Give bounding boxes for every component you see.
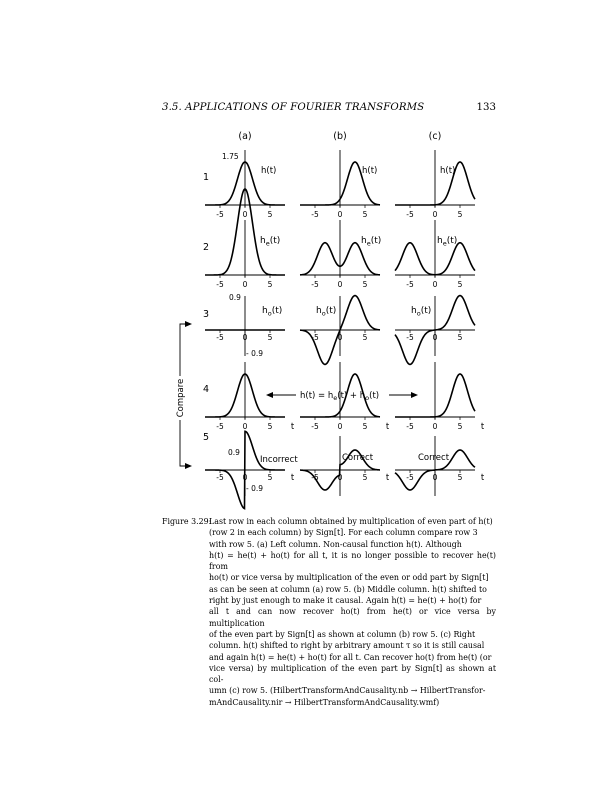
tick-label: 0 — [432, 280, 438, 289]
caption-line: all t and can now recover ho(t) from he(t) or vice versa by multiplication — [209, 607, 496, 628]
decomposition-equation: $h(t) = h_e(t) + h_o(t)$ — [300, 391, 380, 403]
caption-line: vice versa) by multiplication of the even part by Sign[t] as shown at col- — [209, 663, 496, 685]
even-part-label: $h_e(t)$ — [260, 236, 281, 248]
tick-label: 0 — [242, 422, 248, 431]
row-label: 2 — [203, 242, 210, 253]
caption-line: and again h(t) = he(t) + ho(t) for all t. Can recover ho(t) from he(t) (or — [209, 652, 492, 662]
tick-label: 0 — [432, 422, 438, 431]
tick-label: -5 — [216, 473, 224, 482]
tick-label: -5 — [406, 210, 414, 219]
row5-label-correct-b: Correct — [342, 453, 374, 463]
tick-label: -5 — [216, 210, 224, 219]
row-label: 5 — [203, 432, 210, 443]
caption-label: Figure 3.29: — [162, 517, 212, 526]
odd-part-label: $h_o(t)$ — [411, 306, 432, 318]
tick-label: -5 — [311, 210, 319, 219]
arrowhead-left — [266, 392, 273, 398]
column-label: (b) — [333, 131, 347, 142]
caption-line: mAndCausality.nir → HilbertTransformAndCausality.wmf) — [209, 697, 440, 707]
tick-label: 5 — [362, 473, 368, 482]
peak-value-label: 1.75 — [222, 152, 239, 161]
curve-label: h(t) — [362, 166, 378, 176]
t-label: t — [290, 422, 295, 432]
tick-label: 5 — [457, 422, 463, 431]
tick-label: 5 — [362, 210, 368, 219]
t-label: t — [480, 473, 485, 483]
tick-label: 5 — [457, 333, 463, 342]
tick-label: 5 — [267, 210, 273, 219]
curve-sgn — [205, 431, 285, 508]
caption-line: Last row in each column obtained by multiplication of even part of h(t) — [209, 517, 493, 526]
tick-label: 0 — [337, 473, 343, 482]
tick-label: -5 — [406, 473, 414, 482]
tick-label: 0 — [242, 210, 248, 219]
tick-label: -5 — [406, 280, 414, 289]
caption-line: right by just enough to make it causal. Again h(t) = he(t) + ho(t) for — [209, 596, 482, 606]
tick-label: 0 — [242, 280, 248, 289]
tick-label: 5 — [457, 210, 463, 219]
caption-line: of the even part by Sign[t] as shown at column (b) row 5. (c) Right — [209, 629, 476, 639]
odd-part-label: $h_o(t)$ — [316, 306, 337, 318]
row5-top-value-label: 0.9 — [228, 448, 240, 457]
tick-label: -5 — [311, 422, 319, 431]
tick-label: -5 — [406, 333, 414, 342]
tick-label: 5 — [457, 473, 463, 482]
caption-line: (row 2 in each column) by Sign[t]. For each column compare row 3 — [209, 528, 478, 538]
t-label: t — [385, 422, 390, 432]
compare-label: Compare — [176, 378, 186, 418]
even-part-label: $h_e(t)$ — [361, 236, 382, 248]
caption-line: ho(t) or vice versa by multiplication of the even or odd part by Sign[t] — [209, 573, 489, 583]
figure-caption — [162, 516, 496, 708]
t-label: t — [385, 473, 390, 483]
tick-label: 0 — [337, 422, 343, 431]
tick-label: 0 — [337, 280, 343, 289]
caption-line: h(t) = he(t) + ho(t) for all t, it is no longer possible to recover he(t) from — [209, 550, 496, 572]
page-number: 133 — [476, 102, 496, 113]
row5-label-incorrect: Incorrect — [260, 455, 298, 465]
tick-label: -5 — [216, 280, 224, 289]
column-label: (c) — [428, 131, 442, 142]
t-label: t — [290, 473, 295, 483]
compare-arrowhead-bottom — [185, 463, 192, 469]
curve-label: h(t) — [261, 166, 277, 176]
tick-label: -5 — [216, 333, 224, 342]
tick-label: -5 — [311, 280, 319, 289]
row5-bottom-value-label: - 0.9 — [246, 484, 264, 493]
tick-label: 5 — [267, 333, 273, 342]
row-label: 1 — [203, 172, 210, 183]
row5-label-correct-c: Correct — [418, 453, 450, 463]
tick-label: -5 — [216, 422, 224, 431]
arrowhead-right — [411, 392, 418, 398]
tick-label: -5 — [311, 473, 319, 482]
tick-label: 5 — [267, 280, 273, 289]
running-head: 3.5. APPLICATIONS OF FOURIER TRANSFORMS — [162, 102, 425, 113]
tick-label: 0 — [432, 473, 438, 482]
caption-line: umn (c) row 5. (HilbertTransformAndCausality.nb → HilbertTransfor- — [209, 686, 486, 696]
tick-label: 0 — [432, 210, 438, 219]
caption-line: column. h(t) shifted to right by arbitrary amount τ so it is still causal — [209, 641, 485, 651]
even-part-label: $h_e(t)$ — [437, 236, 458, 248]
caption-body — [209, 516, 496, 708]
tick-label: 5 — [457, 280, 463, 289]
column-label: (a) — [238, 131, 252, 142]
curve-label: h(t) — [440, 166, 456, 176]
tick-label: -5 — [406, 422, 414, 431]
odd-part-label: $h_o(t)$ — [262, 306, 283, 318]
tick-label: 5 — [267, 473, 273, 482]
tick-label: 5 — [267, 422, 273, 431]
row-label: 4 — [203, 384, 210, 395]
tick-label: 0 — [337, 333, 343, 342]
odd-bottom-value-label: - 0.9 — [246, 349, 264, 358]
tick-label: 0 — [337, 210, 343, 219]
tick-label: 0 — [242, 473, 248, 482]
tick-label: 5 — [362, 280, 368, 289]
t-label: t — [480, 422, 485, 432]
tick-label: -5 — [311, 333, 319, 342]
row-label: 3 — [203, 309, 210, 320]
tick-label: 0 — [242, 333, 248, 342]
compare-arrowhead-top — [185, 321, 192, 327]
caption-line: as can be seen at column (a) row 5. (b) Middle column. h(t) shifted to — [209, 584, 487, 594]
tick-label: 0 — [432, 333, 438, 342]
odd-top-value-label: 0.9 — [229, 293, 241, 302]
caption-line: with row 5. (a) Left column. Non-causal function h(t). Although — [209, 539, 462, 549]
tick-label: 5 — [362, 333, 368, 342]
tick-label: 5 — [362, 422, 368, 431]
